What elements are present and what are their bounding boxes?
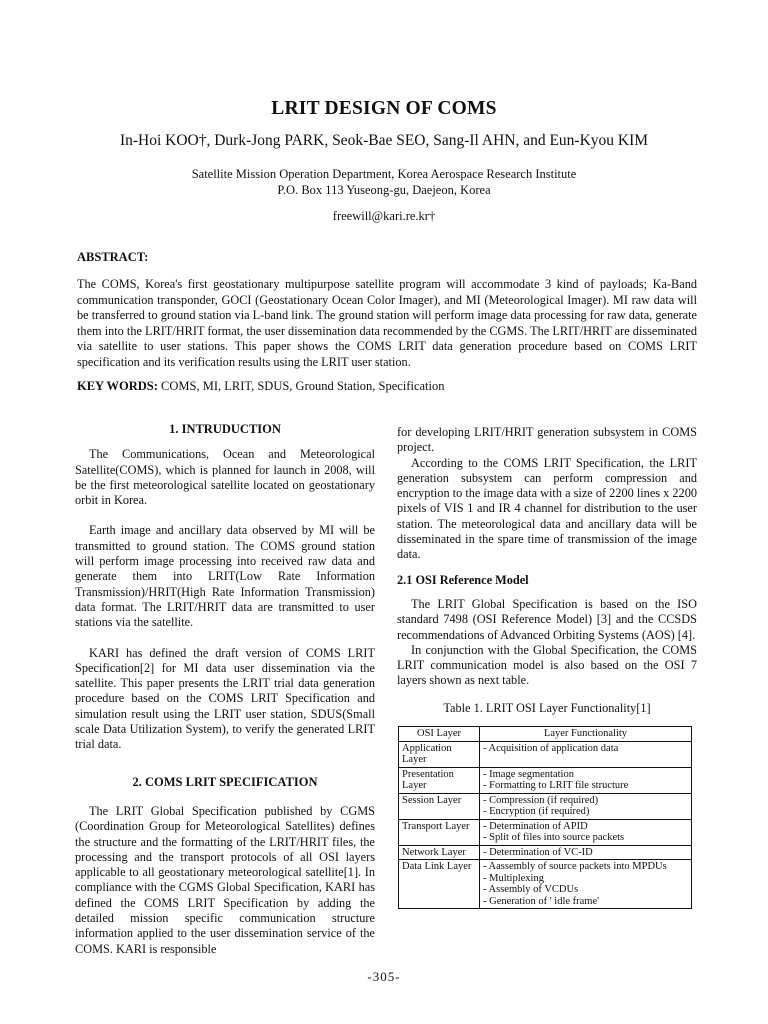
intro-paragraph-3: KARI has defined the draft version of COMS LRIT Specification[2] for MI data user dissemination via the satellite. This paper presents the LRIT trial data generation procedure based on the COMS LRIT Specification and simulation result using the LRIT user station, SDUS(Small scale Data Utilization System), to verify the generated LRIT trial data.	[75, 645, 375, 752]
abstract-body: The COMS, Korea's first geostationary multipurpose satellite program will accommodate 3 kind of payloads; Ka-Band communication transponder, GOCI (Geostationary Ocean Color Imager), and MI (Meteorological Imager). MI raw data will be transferred to ground station via L-band link. The ground station will perform image data processing for raw data, generate them into the LRIT/HRIT format, the user dissemination data recommended by the CGMS. The LRIT/HRIT are disseminated via satellite to user stations. This paper shows the COMS LRIT data generation procedure based on COMS LRIT specification and its verification results using the LRIT user station.	[77, 277, 697, 369]
table-header-row	[399, 727, 692, 742]
table-row	[399, 860, 692, 909]
table-row	[399, 819, 692, 845]
function-line: - Image segmentation	[483, 768, 574, 780]
right-paragraph-1: for developing LRIT/HRIT generation subsystem in COMS project.	[397, 425, 697, 455]
table-cell-functions	[480, 860, 692, 909]
keywords-line	[77, 379, 697, 394]
page-number: -305-	[367, 969, 401, 984]
keywords-text: COMS, MI, LRIT, SDUS, Ground Station, Specification	[161, 379, 445, 393]
table-header-cell: OSI Layer	[399, 727, 480, 742]
right-column	[397, 425, 697, 909]
abstract-heading: ABSTRACT:	[77, 250, 149, 264]
author-list: In-Hoi KOO†, Durk-Jong PARK, Seok-Bae SEO, Sang-Il AHN, and Eun-Kyou KIM	[119, 132, 649, 149]
spec-heading: 2. COMS LRIT SPECIFICATION	[132, 774, 318, 789]
function-line: - Formatting to LRIT file structure	[483, 780, 629, 792]
affiliation-line-1: Satellite Mission Operation Department, Korea Aerospace Research Institute	[191, 167, 577, 181]
paper-title: LRIT DESIGN OF COMS	[271, 98, 497, 119]
table-row	[399, 793, 692, 819]
table-cell-layer: Application Layer	[399, 741, 480, 767]
table-cell-functions	[480, 793, 692, 819]
table-cell-functions	[480, 741, 692, 767]
right-paragraph-2: According to the COMS LRIT Specification, the LRIT generation subsystem can perform compression and encryption to the image data with a size of 2200 lines x 2200 pixels of VIS 1 and IR 4 channel for distribution to the user station. The meteorological data and ancillary data will be disseminated in the spare time of transmission of the image data.	[397, 455, 697, 562]
table-cell-layer: Transport Layer	[399, 819, 480, 845]
intro-paragraph-1: The Communications, Ocean and Meteorological Satellite(COMS), which is planned for launch in 2008, will be the first meteorological satellite located on geostationary orbit in Korea.	[75, 447, 375, 508]
table-cell-functions	[480, 767, 692, 793]
table-cell-layer: Network Layer	[399, 845, 480, 860]
osi-layer-table	[398, 726, 692, 909]
table-cell-layer: Presentation Layer	[399, 767, 480, 793]
function-line: - Multiplexing	[483, 872, 544, 884]
function-line: - Compression (if required)	[483, 794, 599, 806]
table-cell-functions	[480, 845, 692, 860]
function-line: - Encryption (if required)	[483, 806, 590, 818]
intro-paragraph-2: Earth image and ancillary data observed by MI will be transmitted to ground station. The COMS ground station will perform image processing into received raw data and generate them into LRIT(Low Rate Information Transmission)/HRIT(High Rate Information Transmission) data format. The LRIT/HRIT data are transmitted to user stations via the satellite.	[75, 523, 375, 630]
table-caption: Table 1. LRIT OSI Layer Functionality[1]	[443, 700, 651, 715]
osi-paragraph-1: The LRIT Global Specification is based on the ISO standard 7498 (OSI Reference Model) [3] and the CCSDS recommendations of Advanced Orbiting Systems (AOS) [4].	[397, 596, 697, 642]
intro-heading: 1. INTRUDUCTION	[169, 422, 281, 436]
function-line: - Determination of VC-ID	[483, 846, 593, 858]
table-cell-layer: Data Link Layer	[399, 860, 480, 909]
affiliation	[0, 166, 768, 198]
function-line: - Split of files into source packets	[483, 832, 625, 844]
spec-paragraph-1: The LRIT Global Specification published by CGMS (Coordination Group for Meteorological Satellites) defines the structure and the formatting of the LRIT/HRIT files, the processing and the transport protocols of all OSI layers applicable to all geostationary meteorological satellite[1]. In compliance with the CGMS Global Specification, KARI has defined the COMS LRIT Specification by adding the detailed mission specific communication structure information applied to the user dissemination service of the COMS. KARI is responsible	[75, 803, 375, 956]
function-line: - Generation of ' idle frame'	[483, 895, 600, 907]
left-column	[75, 422, 375, 957]
table-header-cell: Layer Functionality	[480, 727, 692, 742]
table-row	[399, 741, 692, 767]
function-line: - Acquisition of application data	[483, 742, 619, 754]
function-line: - Assembly of VCDUs	[483, 884, 579, 896]
osi-subheading: 2.1 OSI Reference Model	[397, 572, 529, 587]
function-line: - Determination of APID	[483, 820, 588, 832]
function-line: - Aassembly of source packets into MPDUs	[483, 861, 667, 873]
author-email: freewill@kari.re.kr†	[332, 209, 436, 223]
keywords-label: KEY WORDS:	[77, 379, 158, 393]
affiliation-line-2: P.O. Box 113 Yuseong-gu, Daejeon, Korea	[277, 183, 491, 197]
table-cell-functions	[480, 819, 692, 845]
table-row	[399, 767, 692, 793]
table-row	[399, 845, 692, 860]
table-cell-layer: Session Layer	[399, 793, 480, 819]
osi-paragraph-2: In conjunction with the Global Specification, the COMS LRIT communication model is also based on the OSI 7 layers shown as next table.	[397, 642, 697, 688]
